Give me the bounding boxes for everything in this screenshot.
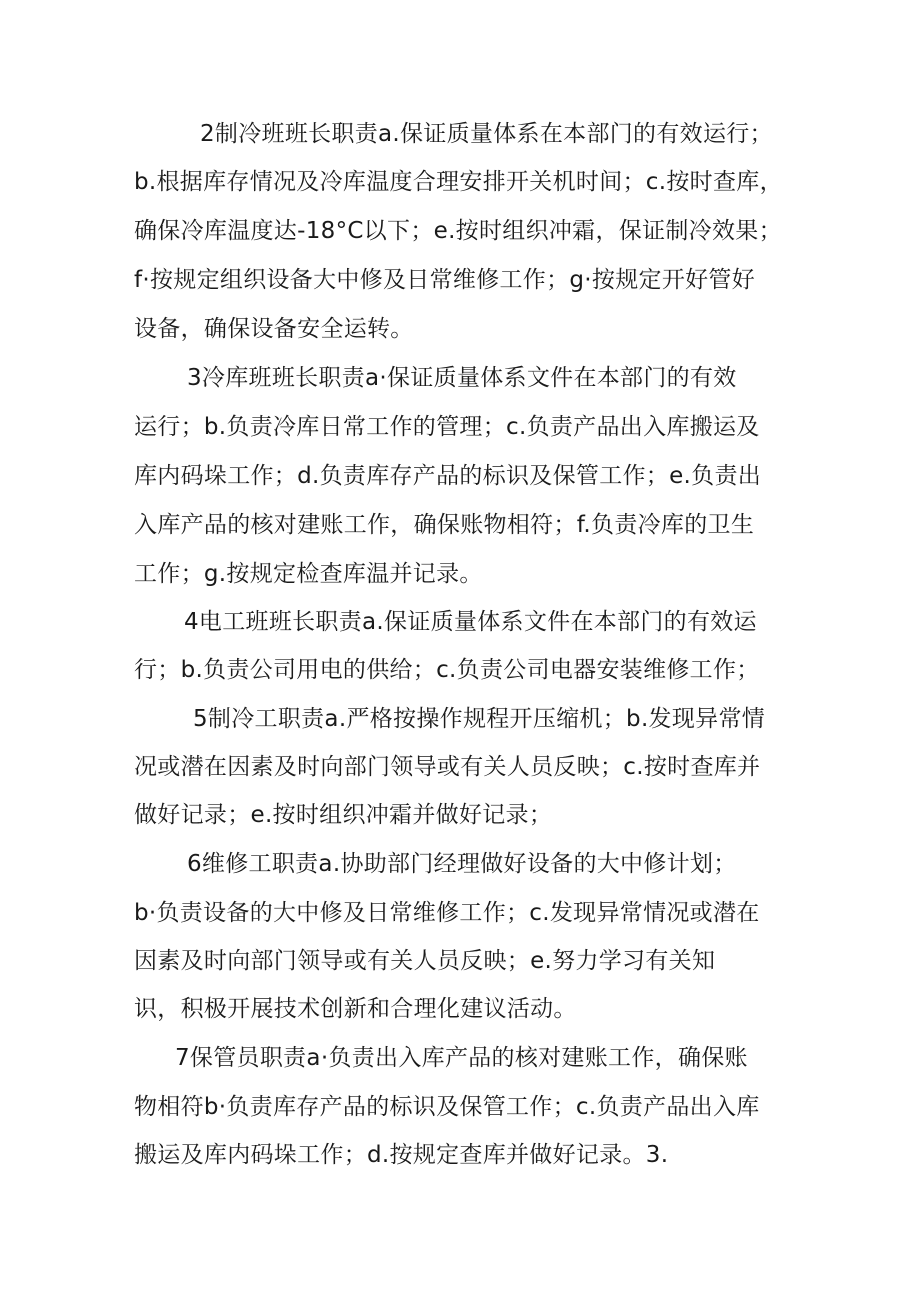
paragraph-4-line-1: 5制冷工职责a.严格按操作规程开压缩机；b.发现异常情 (193, 706, 766, 732)
paragraph-3-line-2: 行；b.负责公司用电的供给；c.负责公司电器安装维修工作； (134, 657, 760, 683)
paragraph-1-line-5: 设备，确保设备安全运转。 (134, 316, 414, 342)
paragraph-2-line-3: 库内码垛工作；d.负责库存产品的标识及保管工作；e.负责出 (134, 463, 762, 489)
paragraph-1-line-4: f·按规定组织设备大中修及日常维修工作；g·按规定开好管好 (134, 267, 756, 293)
paragraph-2-line-4: 入库产品的核对建账工作，确保账物相符；f.负责冷库的卫生 (134, 512, 755, 538)
paragraph-1-line-2: b.根据库存情况及冷库温度合理安排开关机时间；c.按时查库， (134, 169, 783, 195)
paragraph-2-line-2: 运行；b.负责冷库日常工作的管理；c.负责产品出入库搬运及 (134, 414, 760, 440)
paragraph-2-line-1: 3冷库班班长职责a·保证质量体系文件在本部门的有效 (187, 365, 737, 391)
paragraph-6-line-1: 7保管员职责a·负责出入库产品的核对建账工作，确保账 (175, 1045, 748, 1071)
paragraph-4-line-2: 况或潜在因素及时向部门领导或有关人员反映；c.按时查库并 (134, 754, 761, 780)
paragraph-5-line-1: 6维修工职责a.协助部门经理做好设备的大中修计划； (187, 851, 737, 877)
paragraph-5-line-2: b·负责设备的大中修及日常维修工作；c.发现异常情况或潜在 (134, 900, 760, 926)
paragraph-3-line-1: 4电工班班长职责a.保证质量体系文件在本部门的有效运 (184, 609, 757, 635)
paragraph-5-line-3: 因素及时向部门领导或有关人员反映；e.努力学习有关知 (134, 948, 716, 974)
paragraph-6-line-2: 物相符b·负责库存产品的标识及保管工作；c.负责产品出入库 (134, 1094, 760, 1120)
paragraph-5-line-4: 识，积极开展技术创新和合理化建议活动。 (134, 996, 577, 1022)
paragraph-2-line-5: 工作；g.按规定检查库温并记录。 (134, 561, 483, 587)
paragraph-1-line-3: 确保冷库温度达-18°C以下；e.按时组织冲霜，保证制冷效果； (134, 218, 782, 244)
paragraph-6-line-3: 搬运及库内码垛工作；d.按规定查库并做好记录。3. (134, 1142, 669, 1168)
paragraph-4-line-3: 做好记录；e.按时组织冲霜并做好记录； (134, 802, 553, 828)
paragraph-1-line-1: 2制冷班班长职责a.保证质量体系在本部门的有效运行； (200, 121, 773, 147)
